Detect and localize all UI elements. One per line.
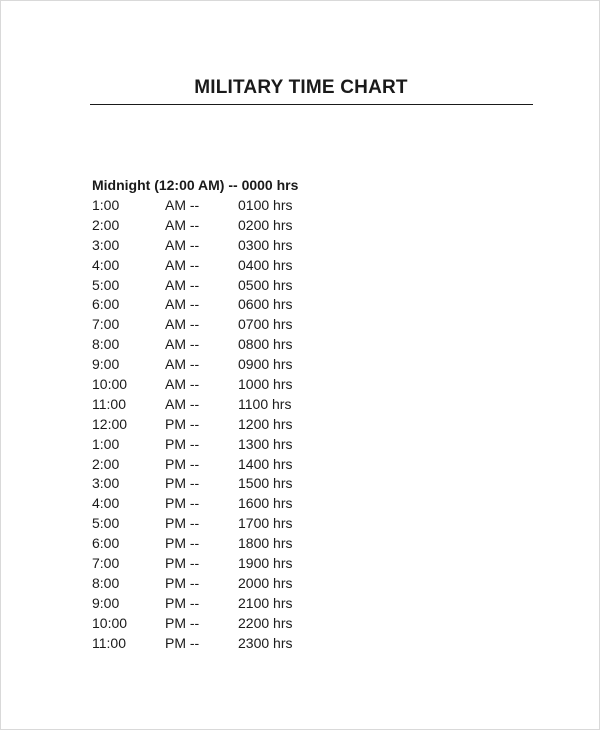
period-cell: PM -- [165, 574, 200, 591]
time-conversion-list [92, 196, 352, 653]
time-row [92, 395, 352, 415]
time-row [92, 415, 352, 435]
time-cell: 9:00 [92, 594, 120, 611]
time-cell: 8:00 [92, 336, 120, 353]
period-cell: PM -- [165, 535, 200, 552]
time-row [92, 554, 352, 574]
period-cell: PM -- [165, 495, 200, 512]
period-cell: AM -- [165, 316, 200, 333]
time-row [92, 196, 352, 216]
military-time-cell: 2200 hrs [238, 614, 293, 631]
period-cell: AM -- [165, 395, 200, 412]
time-cell: 7:00 [92, 316, 120, 333]
period-cell: PM -- [165, 435, 200, 452]
time-cell: 11:00 [92, 634, 126, 651]
military-time-cell: 0100 hrs [238, 197, 293, 213]
time-cell: 10:00 [92, 376, 128, 393]
time-row [92, 534, 352, 554]
time-cell: 2:00 [92, 216, 120, 233]
military-time-cell: 2300 hrs [238, 634, 293, 651]
period-cell: PM -- [165, 555, 200, 572]
time-cell: 1:00 [92, 197, 120, 213]
time-row [92, 315, 352, 335]
time-cell: 10:00 [92, 614, 128, 631]
midnight-heading: Midnight (12:00 AM) -- 0000 hrs [92, 177, 299, 193]
time-cell: 4:00 [92, 256, 120, 273]
time-row [92, 295, 352, 315]
military-time-cell: 0500 hrs [238, 276, 293, 293]
military-time-cell: 2000 hrs [238, 574, 293, 591]
period-cell: AM -- [165, 256, 200, 273]
military-time-cell: 0300 hrs [238, 236, 293, 253]
time-row [92, 256, 352, 276]
military-time-cell: 2100 hrs [238, 594, 293, 611]
military-time-cell: 0600 hrs [238, 296, 293, 313]
military-time-cell: 0400 hrs [238, 256, 293, 273]
time-row [92, 375, 352, 395]
time-cell: 7:00 [92, 555, 120, 572]
time-row [92, 574, 352, 594]
military-time-cell: 1200 hrs [238, 415, 293, 432]
time-cell: 4:00 [92, 495, 120, 512]
period-cell: AM -- [165, 236, 200, 253]
time-cell: 6:00 [92, 535, 120, 552]
military-time-cell: 1800 hrs [238, 535, 293, 552]
time-row [92, 236, 352, 256]
time-row [92, 355, 352, 375]
time-cell: 11:00 [92, 395, 126, 412]
time-row [92, 594, 352, 614]
time-cell: 5:00 [92, 515, 120, 532]
military-time-cell: 0800 hrs [238, 336, 293, 353]
military-time-cell: 0200 hrs [238, 216, 293, 233]
time-cell: 2:00 [92, 455, 120, 472]
time-cell: 9:00 [92, 356, 120, 373]
time-cell: 12:00 [92, 415, 128, 432]
military-time-cell: 0700 hrs [238, 316, 293, 333]
time-row [92, 216, 352, 236]
time-row [92, 276, 352, 296]
period-cell: AM -- [165, 296, 200, 313]
period-cell: AM -- [165, 356, 200, 373]
time-cell: 3:00 [92, 236, 120, 253]
military-time-cell: 1300 hrs [238, 435, 293, 452]
period-cell: PM -- [165, 415, 200, 432]
military-time-cell: 1600 hrs [238, 495, 293, 512]
period-cell: PM -- [165, 475, 200, 492]
time-cell: 1:00 [92, 435, 120, 452]
military-time-cell: 1900 hrs [238, 555, 293, 572]
page-title: MILITARY TIME CHART [194, 77, 408, 98]
period-cell: PM -- [165, 515, 200, 532]
period-cell: AM -- [165, 336, 200, 353]
time-row [92, 474, 352, 494]
period-cell: AM -- [165, 276, 200, 293]
military-time-cell: 1000 hrs [238, 376, 293, 393]
time-row [92, 455, 352, 475]
time-row [92, 335, 352, 355]
period-cell: AM -- [165, 376, 200, 393]
period-cell: PM -- [165, 455, 200, 472]
time-cell: 3:00 [92, 475, 120, 492]
time-cell: 8:00 [92, 574, 120, 591]
military-time-cell: 1100 hrs [238, 395, 292, 412]
time-cell: 5:00 [92, 276, 120, 293]
time-row [92, 514, 352, 534]
period-cell: PM -- [165, 594, 200, 611]
military-time-cell: 1500 hrs [238, 475, 293, 492]
military-time-cell: 0900 hrs [238, 356, 293, 373]
time-row [92, 614, 352, 634]
period-cell: PM -- [165, 614, 200, 631]
time-cell: 6:00 [92, 296, 120, 313]
time-row [92, 634, 352, 654]
period-cell: AM -- [165, 197, 200, 213]
period-cell: PM -- [165, 634, 200, 651]
title-underline [90, 104, 533, 105]
time-row [92, 435, 352, 455]
time-row [92, 494, 352, 514]
military-time-cell: 1700 hrs [238, 515, 293, 532]
military-time-cell: 1400 hrs [238, 455, 293, 472]
period-cell: AM -- [165, 216, 200, 233]
